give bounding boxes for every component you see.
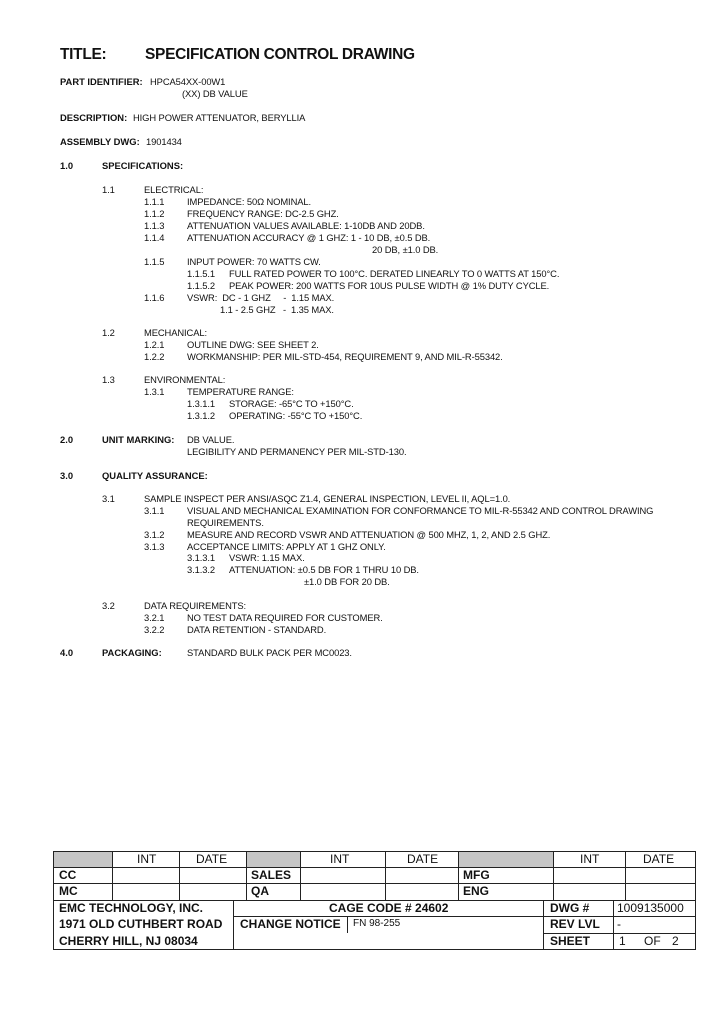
item-text-continued: 1.1 - 2.5 GHZ - 1.35 MAX. — [220, 304, 334, 315]
item-text: STORAGE: -65°C TO +150°C. — [229, 398, 354, 409]
item-number: 1.1.5.2 — [187, 280, 215, 291]
item-number: 3.1.2 — [144, 529, 165, 540]
packaging-text: STANDARD BULK PACK PER MC0023. — [187, 647, 352, 658]
subsection-number: 3.2 — [102, 600, 115, 611]
mfg-label: MFG — [463, 868, 490, 882]
dwg-number: 1009135000 — [617, 901, 684, 915]
title-block — [53, 851, 696, 950]
marking-line: LEGIBILITY AND PERMANENCY PER MIL-STD-130. — [187, 446, 407, 457]
item-number: 1.2.2 — [144, 351, 165, 362]
item-text: ATTENUATION VALUES AVAILABLE: 1-10DB AND 20DB. — [187, 220, 425, 231]
item-number: 1.1.3 — [144, 220, 165, 231]
item-number: 1.1.5 — [144, 256, 165, 267]
change-notice-value: FN 98-255 — [353, 918, 401, 929]
header-shade — [53, 851, 112, 867]
sheet-label: SHEET — [550, 934, 591, 948]
item-text: MEASURE AND RECORD VSWR AND ATTENUATION @ 500 MHZ, 1, 2, AND 2.5 GHZ. — [187, 529, 551, 540]
subsection-heading: MECHANICAL: — [144, 327, 207, 338]
item-number: 3.2.2 — [144, 624, 165, 635]
item-number: 1.1.1 — [144, 196, 165, 207]
item-text: FREQUENCY RANGE: DC-2.5 GHZ. — [187, 208, 339, 219]
header-shade — [458, 851, 553, 867]
company-name: EMC TECHNOLOGY, INC. — [59, 901, 204, 915]
item-text-continued: ±1.0 DB FOR 20 DB. — [304, 576, 390, 587]
item-text: NO TEST DATA REQUIRED FOR CUSTOMER. — [187, 612, 383, 623]
section-number: 3.0 — [60, 470, 74, 481]
item-number: 3.1.3.1 — [187, 552, 215, 563]
int-header: INT — [330, 852, 350, 866]
subsection-heading: ENVIRONMENTAL: — [144, 374, 226, 385]
change-notice-label: CHANGE NOTICE — [240, 917, 341, 931]
header-shade — [246, 851, 300, 867]
section-heading: QUALITY ASSURANCE: — [102, 470, 208, 481]
item-text: INPUT POWER: 70 WATTS CW. — [187, 256, 321, 267]
item-text: OUTLINE DWG: SEE SHEET 2. — [187, 339, 319, 350]
item-text: VSWR: DC - 1 GHZ - 1.15 MAX. — [187, 292, 335, 303]
item-number: 1.1.5.1 — [187, 268, 215, 279]
item-text: VSWR: 1.15 MAX. — [229, 552, 305, 563]
company-address: 1971 OLD CUTHBERT ROAD — [59, 917, 223, 931]
cc-label: CC — [59, 868, 77, 882]
item-text: DATA RETENTION - STANDARD. — [187, 624, 327, 635]
sheet-number: 1 — [619, 934, 626, 948]
item-text: IMPEDANCE: 50Ω NOMINAL. — [187, 196, 312, 207]
subsection-number: 1.3 — [102, 374, 115, 385]
subsection-heading: SAMPLE INSPECT PER ANSI/ASQC Z1.4, GENERAL INSPECTION, LEVEL II, AQL=1.0. — [144, 493, 511, 504]
section-number: 4.0 — [60, 647, 74, 658]
int-header: INT — [580, 852, 600, 866]
assembly-dwg-label: ASSEMBLY DWG: — [60, 136, 140, 147]
item-text: FULL RATED POWER TO 100°C. DERATED LINEARLY TO 0 WATTS AT 150°C. — [229, 268, 560, 279]
sheet-total: 2 — [672, 934, 679, 948]
section-number: 1.0 — [60, 160, 74, 171]
section-heading: SPECIFICATIONS: — [102, 160, 184, 171]
item-text: VISUAL AND MECHANICAL EXAMINATION FOR CONFORMANCE TO MIL-R-55342 AND CONTROL DRAWING — [187, 505, 654, 516]
dwg-label: DWG # — [550, 901, 590, 915]
subsection-number: 3.1 — [102, 493, 115, 504]
part-identifier-label: PART IDENTIFIER: — [60, 76, 143, 87]
section-heading: UNIT MARKING: — [102, 434, 175, 445]
item-text: TEMPERATURE RANGE: — [187, 386, 294, 397]
subsection-number: 1.2 — [102, 327, 115, 338]
subsection-heading: ELECTRICAL: — [144, 184, 204, 195]
section-heading: PACKAGING: — [102, 647, 162, 658]
rev-level-value: - — [617, 917, 621, 931]
item-number: 1.3.1.2 — [187, 410, 215, 421]
item-number: 1.1.4 — [144, 232, 165, 243]
sheet-of-label: OF — [644, 934, 661, 948]
page-title: SPECIFICATION CONTROL DRAWING — [145, 46, 415, 63]
item-number: 3.1.1 — [144, 505, 165, 516]
marking-line: DB VALUE. — [187, 434, 235, 445]
item-text: ATTENUATION: ±0.5 DB FOR 1 THRU 10 DB. — [229, 564, 419, 575]
item-number: 3.1.3.2 — [187, 564, 215, 575]
item-text: ACCEPTANCE LIMITS: APPLY AT 1 GHZ ONLY. — [187, 541, 386, 552]
date-header: DATE — [196, 852, 228, 866]
item-number: 3.1.3 — [144, 541, 165, 552]
sales-label: SALES — [251, 868, 292, 882]
rev-level-label: REV LVL — [550, 917, 600, 931]
qa-label: QA — [251, 884, 269, 898]
item-number: 1.3.1.1 — [187, 398, 215, 409]
part-identifier-note: (XX) DB VALUE — [182, 88, 248, 99]
description-label: DESCRIPTION: — [60, 112, 128, 123]
item-number: 3.2.1 — [144, 612, 165, 623]
title-label: TITLE: — [60, 46, 107, 63]
eng-label: ENG — [463, 884, 490, 898]
item-text-continued: REQUIREMENTS. — [187, 517, 264, 528]
date-header: DATE — [643, 852, 675, 866]
item-text: OPERATING: -55°C TO +150°C. — [229, 410, 363, 421]
item-number: 1.2.1 — [144, 339, 165, 350]
part-identifier-value: HPCA54XX-00W1 — [150, 76, 226, 87]
section-number: 2.0 — [60, 434, 74, 445]
company-city: CHERRY HILL, NJ 08034 — [59, 934, 198, 948]
subsection-number: 1.1 — [102, 184, 115, 195]
mc-label: MC — [59, 884, 78, 898]
item-number: 1.3.1 — [144, 386, 165, 397]
date-header: DATE — [407, 852, 439, 866]
int-header: INT — [137, 852, 157, 866]
assembly-dwg-value: 1901434 — [146, 136, 182, 147]
item-text-continued: 20 DB, ±1.0 DB. — [372, 244, 439, 255]
item-text: PEAK POWER: 200 WATTS FOR 10US PULSE WIDTH @ 1% DUTY CYCLE. — [229, 280, 550, 291]
item-number: 1.1.6 — [144, 292, 165, 303]
cage-code: CAGE CODE # 24602 — [329, 901, 449, 915]
item-text: ATTENUATION ACCURACY @ 1 GHZ: 1 - 10 DB, ±0.5 DB. — [187, 232, 431, 243]
item-number: 1.1.2 — [144, 208, 165, 219]
item-text: WORKMANSHIP: PER MIL-STD-454, REQUIREMENT 9, AND MIL-R-55342. — [187, 351, 503, 362]
subsection-heading: DATA REQUIREMENTS: — [144, 600, 247, 611]
description-value: HIGH POWER ATTENUATOR, BERYLLIA — [133, 112, 306, 123]
